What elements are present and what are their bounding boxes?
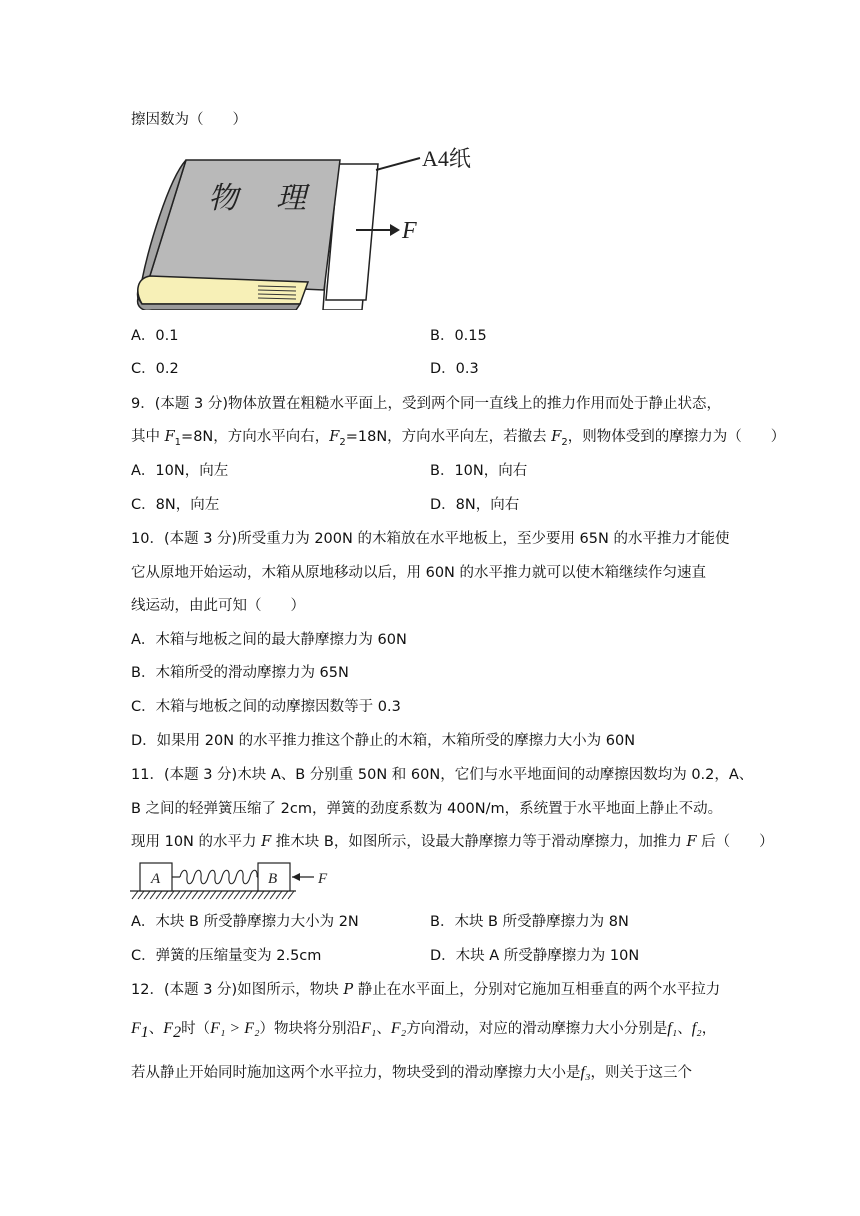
- q8-book-figure: [128, 140, 488, 310]
- block-b-label: B: [268, 871, 278, 887]
- q9-option-d: D．8N，向右: [430, 497, 520, 513]
- q11-option-d: D．木块 A 所受静摩擦力为 10N: [430, 948, 640, 964]
- q12-line1: 12．(本题 3 分)如图所示，物块 P 静止在水平面上，分别对它施加互相垂直的两个水平拉力: [131, 982, 721, 998]
- q12-line3: 若从静止开始同时施加这两个水平拉力，物块受到的滑动摩擦力大小是f₃，则关于这三个: [131, 1064, 693, 1081]
- ground-hatch: [132, 891, 294, 899]
- q11-option-c: C．弹簧的压缩量变为 2.5cm: [131, 948, 322, 964]
- q9-option-b: B．10N，向右: [430, 463, 528, 479]
- q10-option-d: D．如果用 20N 的水平推力推这个静止的木箱，木箱所受的摩擦力大小为 60N: [131, 733, 636, 749]
- q10-line2: 它从原地开始运动，木箱从原地移动以后，用 60N 的水平推力就可以使木箱继续作匀速直: [131, 565, 707, 581]
- q11-option-b: B．木块 B 所受静摩擦力为 8N: [430, 914, 629, 930]
- spring-coil: [180, 870, 257, 884]
- q11-line2: B 之间的轻弹簧压缩了 2cm，弹簧的劲度系数为 400N/m，系统置于水平地面上静止不动。: [131, 801, 723, 817]
- q11-line1: 11．(本题 3 分)木块 A、B 分别重 50N 和 60N，它们与水平地面间的动摩擦因数均为 0.2，A、: [131, 767, 754, 783]
- q9-option-c: C．8N，向左: [131, 497, 220, 513]
- q10-line1: 10．(本题 3 分)所受重力为 200N 的木箱放在水平地板上，至少要用 65N 的水平推力才能使: [131, 531, 730, 547]
- a4-label: A4纸: [422, 146, 471, 171]
- q11-option-a: A．木块 B 所受静摩擦力大小为 2N: [131, 914, 359, 930]
- q9-line2: 其中 $F_1=8N$，方向水平向右，$F_2=18N$，方向水平向左，若撤去 $F_2$，则物体受到的摩擦力为（ ）: [131, 429, 786, 448]
- q10-option-b: B．木箱所受的滑动摩擦力为 65N: [131, 665, 349, 681]
- book-title-1: 物: [208, 181, 238, 216]
- q10-option-c: C．木箱与地板之间的动摩擦因数等于 0.3: [131, 699, 401, 715]
- q8-option-c: C．0.2: [131, 361, 179, 377]
- q10-option-a: A．木箱与地板之间的最大静摩擦力为 60N: [131, 632, 407, 648]
- block-a-label: A: [151, 871, 161, 887]
- q9-option-a: A．10N，向左: [131, 463, 229, 479]
- q8-option-d: D．0.3: [430, 361, 479, 377]
- q8-option-a: A．0.1: [131, 328, 179, 344]
- q11-line3: 现用 10N 的水平力 F 推木块 B，如图所示，设最大静摩擦力等于滑动摩擦力，加推力 F 后（ ）: [131, 834, 774, 850]
- q8-tail: 擦因数为（ ）: [131, 112, 247, 128]
- q10-line3: 线运动，由此可知（ ）: [131, 598, 305, 614]
- book-title-2: 理: [276, 181, 306, 216]
- q11-spring-figure: [128, 858, 348, 902]
- q8-option-b: B．0.15: [430, 328, 487, 344]
- q12-line2: $F_1$、$F_2$时（F₁ > F₂）物块将分别沿F₁、F₂方向滑动，对应的滑动摩擦力大小分别是f₁、f₂，: [131, 1020, 717, 1041]
- force-label: F: [402, 218, 417, 244]
- q9-line1: 9．(本题 3 分)物体放置在粗糙水平面上，受到两个同一直线上的推力作用而处于静止状态，: [131, 396, 721, 412]
- push-force-label: F: [318, 871, 328, 887]
